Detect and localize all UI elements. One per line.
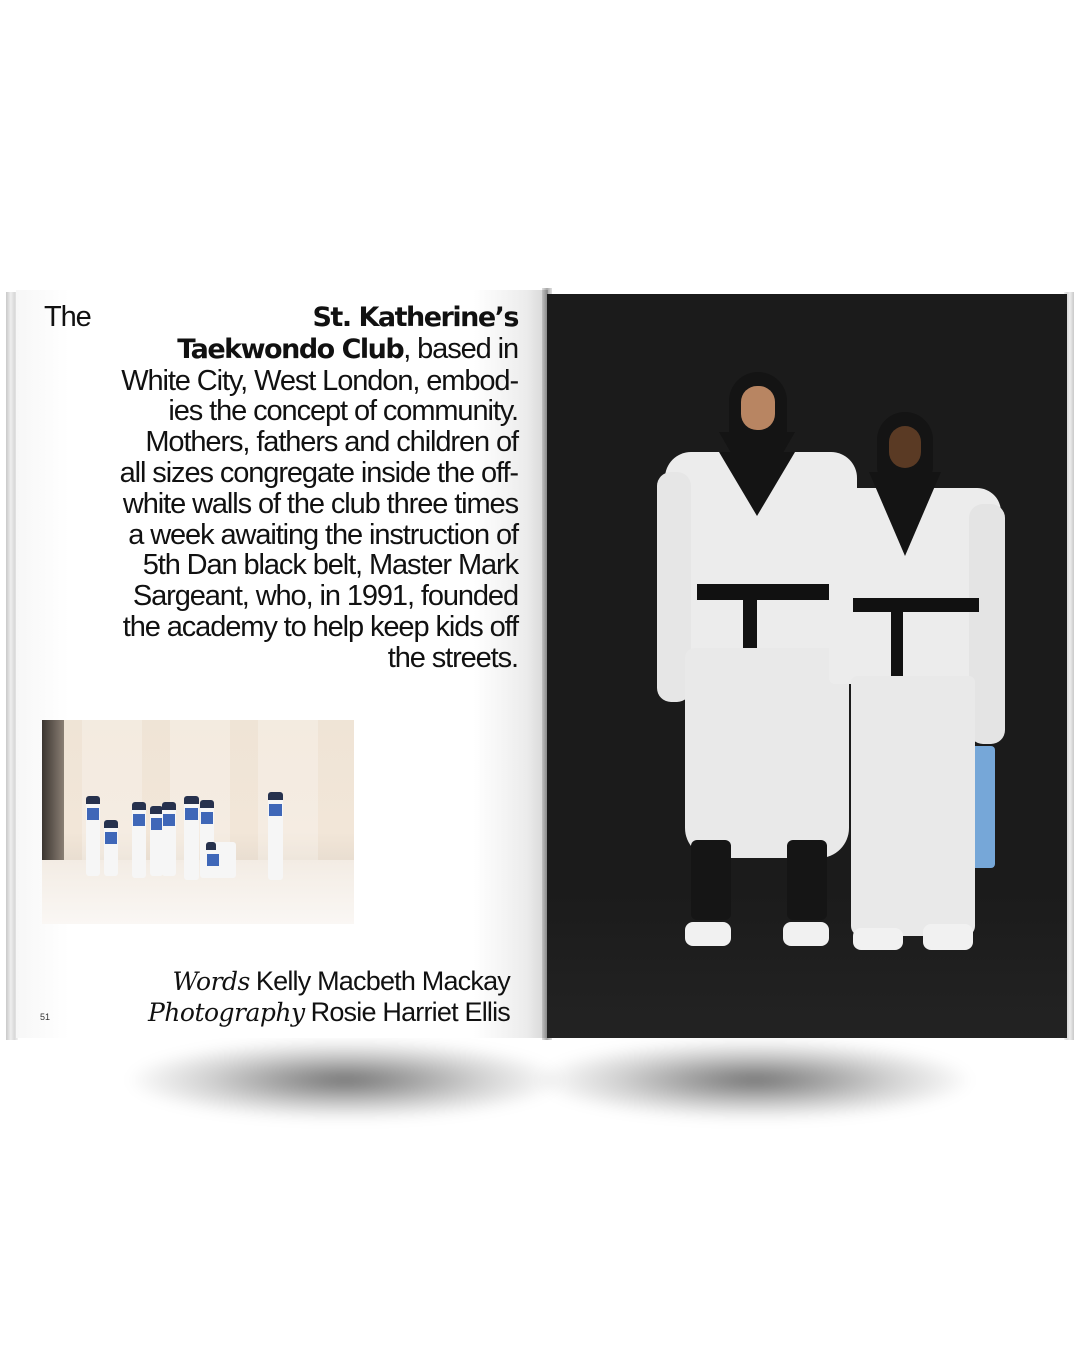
intro-line: a week awaiting the instruction of [128,518,518,551]
face [889,426,921,468]
athlete-right [819,412,1009,972]
student-figure [206,842,236,878]
club-name-line2: Taekwondo Club [177,333,404,365]
dobok-trousers [851,676,975,936]
intro-line: white walls of the club three times [122,487,518,520]
open-magazine [6,288,1074,1048]
student-figure [184,796,199,880]
black-belt [853,598,979,612]
club-name-line1: St. Katherine’s [312,302,518,333]
intro-line: 5th Dan black belt, Master Mark [142,549,518,582]
student-figure [268,792,283,880]
student-figure [104,820,118,876]
intro-line: White City, West London, embod- [121,364,518,397]
club-group-photo [42,720,354,924]
right-page-portrait-photo [547,294,1067,1038]
page-number: 51 [40,1012,51,1022]
intro-after-name: , based in [403,332,518,365]
credit-photography-label: Photography [147,998,305,1027]
student-figure [132,802,146,878]
credit-photography-name: Rosie Harriet Ellis [310,997,510,1027]
face [741,386,775,430]
foot-protector [923,924,973,950]
intro-line: Sargeant, who, in 1991, founded [132,580,518,613]
foot-protector [685,922,731,946]
credit-words-line [148,966,510,997]
left-page [16,290,548,1038]
shin-guard [691,840,731,920]
page-shadow-right [540,1040,970,1120]
page-shadow-left [130,1040,560,1120]
intro-paragraph [44,302,518,674]
credit-photography-line [148,997,510,1028]
intro-line: the academy to help keep kids off [122,610,518,643]
student-figure [86,796,100,876]
intro-line: Mothers, fathers and children of [145,426,518,459]
intro-line: ies the concept of community. [168,395,518,428]
intro-lead-word: The [44,301,91,333]
student-figure [162,802,176,876]
credits-block [148,966,510,1028]
credit-words-name: Kelly Macbeth Mackay [255,966,510,996]
foot-protector [853,928,903,950]
wall-panel [258,720,318,860]
intro-line: all sizes congregate inside the off- [119,456,518,489]
credit-words-label: Words [172,967,250,996]
intro-line: the streets. [387,641,518,674]
